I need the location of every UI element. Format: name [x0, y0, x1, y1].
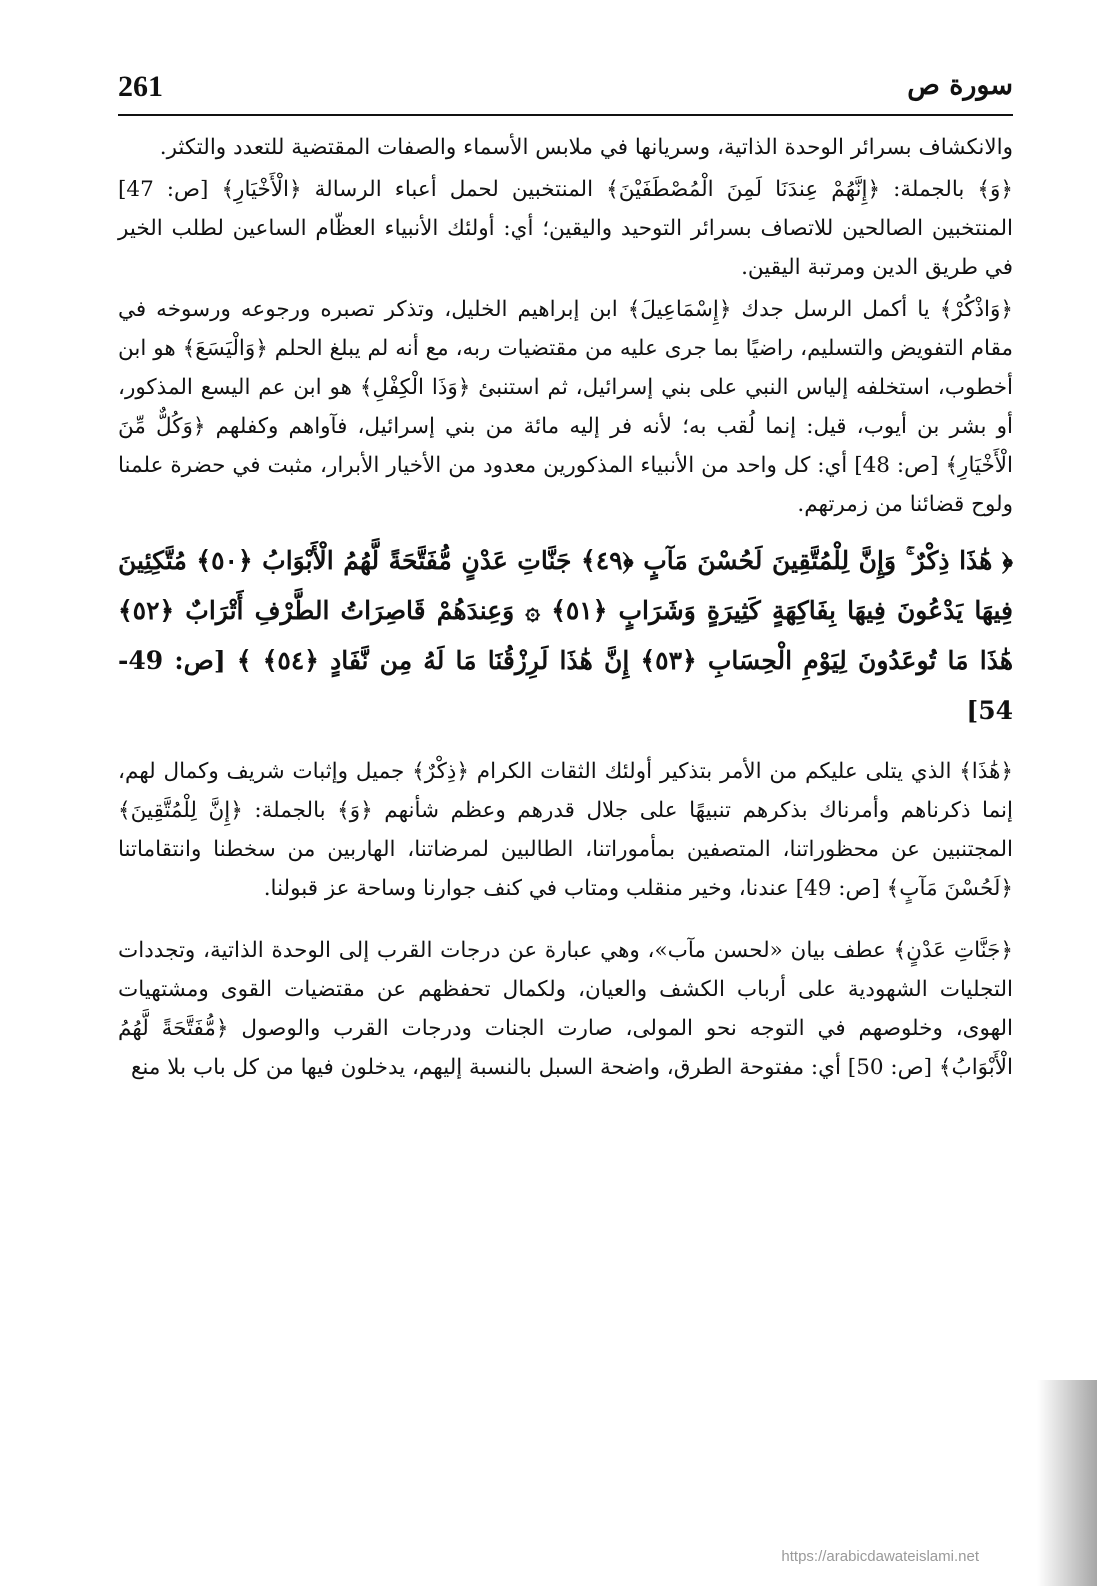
- page-body: [118, 128, 1013, 1090]
- paragraph: ﴿هَٰذَا﴾ الذي يتلى عليكم من الأمر بتذكير أولئك الثقات الكرام ﴿ذِكْرٌ﴾ جميل وإثبات شريف وكمال لهم، إنما ذكرناهم وأمرناك بذكرهم تنبيهًا على جلال قدرهم وعظم شأنهم ﴿وَ﴾ بالجملة: ﴿إِنَّ لِلْمُتَّقِينَ﴾ المجتنبين عن محظوراتنا، المتصفين بمأموراتنا، الطالبين لمرضاتنا، الهاربين من سخطنا وانتقاماتنا ﴿لَحُسْنَ مَآبٍ﴾ [ص: 49] عندنا، وخير منقلب ومتاب في كنف جوارنا وساحة عز قبولنا.: [118, 759, 1013, 901]
- page-number: 261: [118, 70, 163, 103]
- paragraph: ﴿جَنَّاتِ عَدْنٍ﴾ عطف بيان «لحسن مآب»، وهي عبارة عن درجات القرب إلى الوحدة الذاتية، وتجددات التجليات الشهودية على أرباب الكشف والعيان، ولكمال تحفظهم عن مقتضيات القوى ومشتهيات الهوى، وخلوصهم في التوجه نحو المولى، صارت الجنات ودرجات القرب والوصول ﴿مُّفَتَّحَةً لَّهُمُ الْأَبْوَابُ﴾ [ص: 50] أي: مفتوحة الطرق، واضحة السبل بالنسبة إليهم، يدخلون فيها من كل باب بلا منع: [118, 938, 1013, 1080]
- page-header: [118, 58, 1013, 118]
- quran-verses-block: ﴿ هَٰذَا ذِكْرٌ ۚ وَإِنَّ لِلْمُتَّقِينَ لَحُسْنَ مَآبٍ ﴿٤٩﴾ جَنَّاتِ عَدْنٍ مُّفَتَّحَةً لَّهُمُ الْأَبْوَابُ ﴿٥٠﴾ مُتَّكِئِينَ فِيهَا يَدْعُونَ فِيهَا بِفَاكِهَةٍ كَثِيرَةٍ وَشَرَابٍ ﴿٥١﴾ ۞ وَعِندَهُمْ قَاصِرَاتُ الطَّرْفِ أَتْرَابٌ ﴿٥٢﴾ هَٰذَا مَا تُوعَدُونَ لِيَوْمِ الْحِسَابِ ﴿٥٣﴾ إِنَّ هَٰذَا لَرِزْقُنَا مَا لَهُ مِن نَّفَادٍ ﴿٥٤﴾ ﴾ [ص: 49-54]: [118, 546, 1014, 725]
- surah-title: سورة ص: [907, 70, 1013, 101]
- scan-edge-shadow: [1037, 1380, 1097, 1586]
- paragraph: ﴿وَاذْكُرْ﴾ يا أكمل الرسل جدك ﴿إِسْمَاعِيلَ﴾ ابن إبراهيم الخليل، وتذكر تصبره ورجوعه ورسوخه في مقام التفويض والتسليم، راضيًا بما جرى عليه من مقتضيات ربه، مع أنه لم يبلغ الحلم ﴿وَالْيَسَعَ﴾ هو ابن أخطوب، استخلفه إلياس النبي على بني إسرائيل، ثم استنبئ ﴿وَذَا الْكِفْلِ﴾ هو ابن عم اليسع المذكور، أو بشر بن أيوب، قيل: إنما لُقب به؛ لأنه فر إليه مائة من بني إسرائيل، فآواهم وكفلهم ﴿وَكُلٌّ مِّنَ الْأَخْيَارِ﴾ [ص: 48] أي: كل واحد من الأنبياء المذكورين معدود من الأخيار الأبرار، مثبت في حضرة علمنا ولوح قضائنا من زمرتهم.: [118, 297, 1014, 517]
- header-divider: [118, 114, 1013, 116]
- paragraph-spacer: [118, 911, 1013, 931]
- paragraph: والانكشاف بسرائر الوحدة الذاتية، وسريانها في ملابس الأسماء والصفات المقتضية للتعدد والتكثر.: [159, 135, 1013, 160]
- watermark-url: https://arabicdawateislami.net: [781, 1548, 979, 1565]
- paragraph: ﴿وَ﴾ بالجملة: ﴿إِنَّهُمْ عِندَنَا لَمِنَ الْمُصْطَفَيْنَ﴾ المنتخبين لحمل أعباء الرسالة ﴿الْأَخْيَارِ﴾ [ص: 47] المنتخبين الصالحين للاتصاف بسرائر التوحيد واليقين؛ أي: أولئك الأنبياء العظّام الساعين لطلب الخير في طريق الدين ومرتبة اليقين.: [118, 177, 1013, 280]
